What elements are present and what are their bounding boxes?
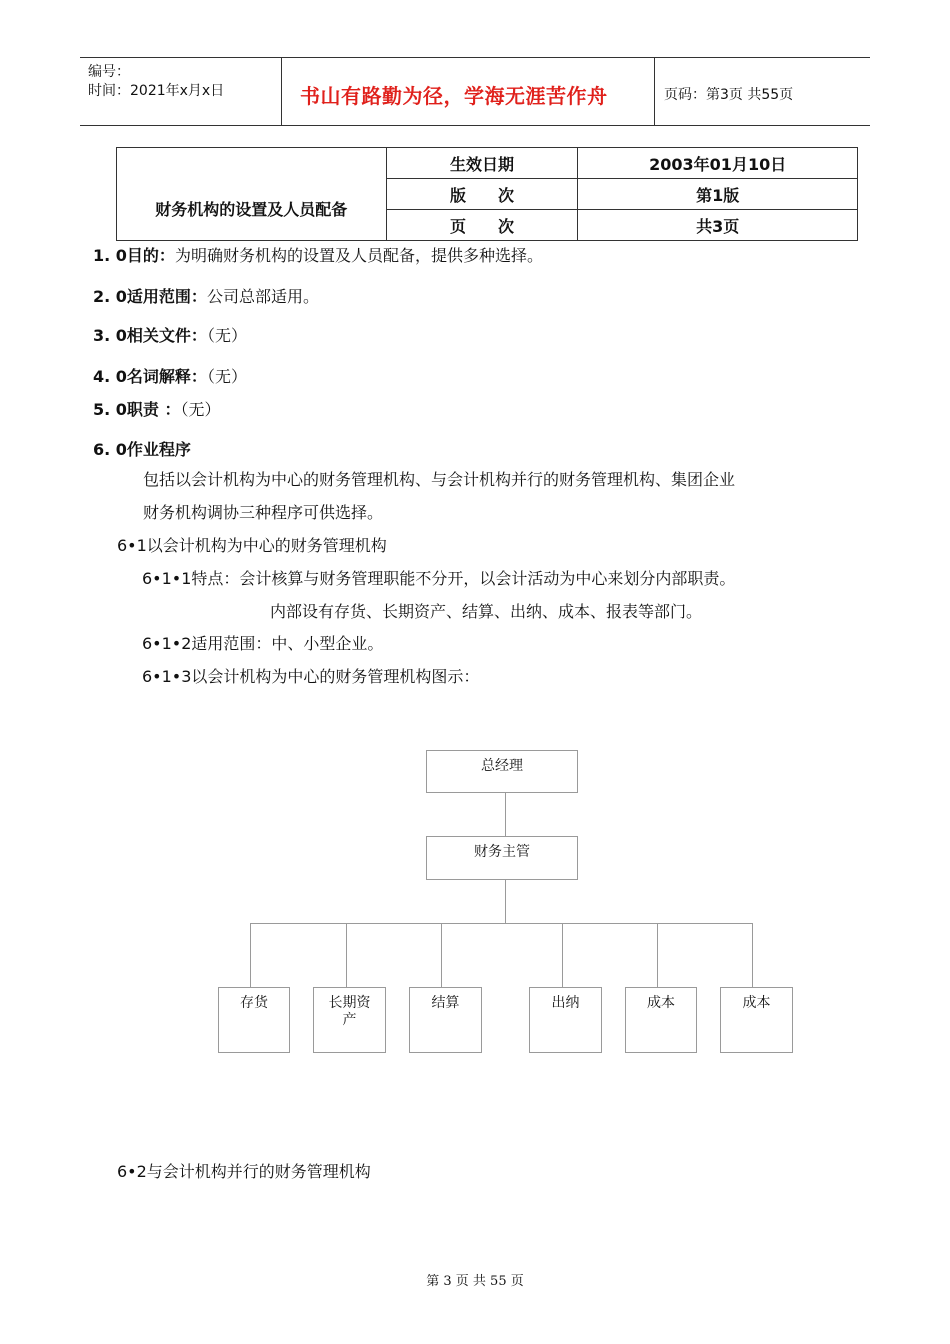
document-time-label: 时间：2021年x月x日 [88,83,225,99]
section-scope [93,284,319,307]
procedure-intro-line2: 财务机构调协三种程序可供选择。 [143,503,384,522]
effective-date-value: 2003年01月10日 [578,148,858,179]
document-info-table [116,147,858,241]
table-row [117,148,858,179]
connector-line [505,880,506,923]
edition-value: 第1版 [578,179,858,210]
edition-label: 版 次 [386,179,578,210]
header-bottom-rule [80,125,870,126]
subsection-6-1-1-line2: 内部设有存货、长期资产、结算、出纳、成本、报表等部门。 [270,602,703,621]
section-text: 为明确财务机构的设置及人员配备，提供多种选择。 [174,246,543,265]
connector-line [752,923,753,987]
section-purpose [93,243,543,266]
connector-line [250,923,753,924]
subsection-6-2: 6•2与会计机构并行的财务管理机构 [117,1162,371,1181]
header-top-rule [80,57,870,58]
section-text: （无） [180,400,221,419]
section-title: 适用范围： [126,287,207,306]
header-page-info: 页码：第3页 共55页 [664,87,794,103]
connector-line [441,923,442,987]
document-code-label: 编号： [88,64,130,80]
org-box-settlement: 结算 [409,987,482,1053]
section-title: 相关文件： [126,326,207,345]
org-box-long-term-assets: 长期资产 [313,987,386,1053]
section-title: 职责 ： [126,400,181,419]
procedure-intro-line1: 包括以会计机构为中心的财务管理机构、与会计机构并行的财务管理机构、集团企业 [143,470,736,489]
subsection-6-1-1-line1: 6•1•1特点：会计核算与财务管理职能不分开，以会计活动为中心来划分内部职责。 [142,569,736,588]
connector-line [505,793,506,836]
section-text: （无） [206,367,247,386]
connector-line [562,923,563,987]
connector-line [346,923,347,987]
org-box-inventory: 存货 [218,987,290,1053]
section-title: 目的： [126,246,175,265]
page-footer: 第 3 页 共 55 页 [426,1274,524,1289]
subsection-6-1-3: 6•1•3以会计机构为中心的财务管理机构图示： [142,667,480,686]
section-title: 名词解释： [126,367,207,386]
section-number: 5. 0 [93,400,127,419]
subsection-6-1-2: 6•1•2适用范围：中、小型企业。 [142,634,384,653]
header-motto: 书山有路勤为径，学海无涯苦作舟 [300,84,608,108]
section-number: 1. 0 [93,246,127,265]
org-box-cashier: 出纳 [529,987,602,1053]
page-count-value: 共3页 [578,210,858,241]
section-number: 3. 0 [93,326,127,345]
page-count-label: 页 次 [386,210,578,241]
section-title: 作业程序 [126,440,191,459]
section-number: 6. 0 [93,440,127,459]
header-divider [654,58,655,125]
section-related-docs [93,323,247,346]
section-text: 公司总部适用。 [206,287,319,306]
document-title: 财务机构的设置及人员配备 [155,199,348,219]
section-procedure [93,437,191,460]
subsection-6-1: 6•1以会计机构为中心的财务管理机构 [117,536,387,555]
org-box-cost: 成本 [625,987,697,1053]
section-responsibilities [93,397,221,420]
org-box-cost: 成本 [720,987,793,1053]
section-number: 4. 0 [93,367,127,386]
org-box-general-manager: 总经理 [426,750,578,793]
connector-line [657,923,658,987]
connector-line [250,923,251,987]
document-title-cell [117,148,387,241]
section-text: （无） [206,326,247,345]
header-divider [281,58,282,125]
org-box-finance-supervisor: 财务主管 [426,836,578,880]
section-number: 2. 0 [93,287,127,306]
section-definitions [93,364,247,387]
effective-date-label: 生效日期 [386,148,578,179]
